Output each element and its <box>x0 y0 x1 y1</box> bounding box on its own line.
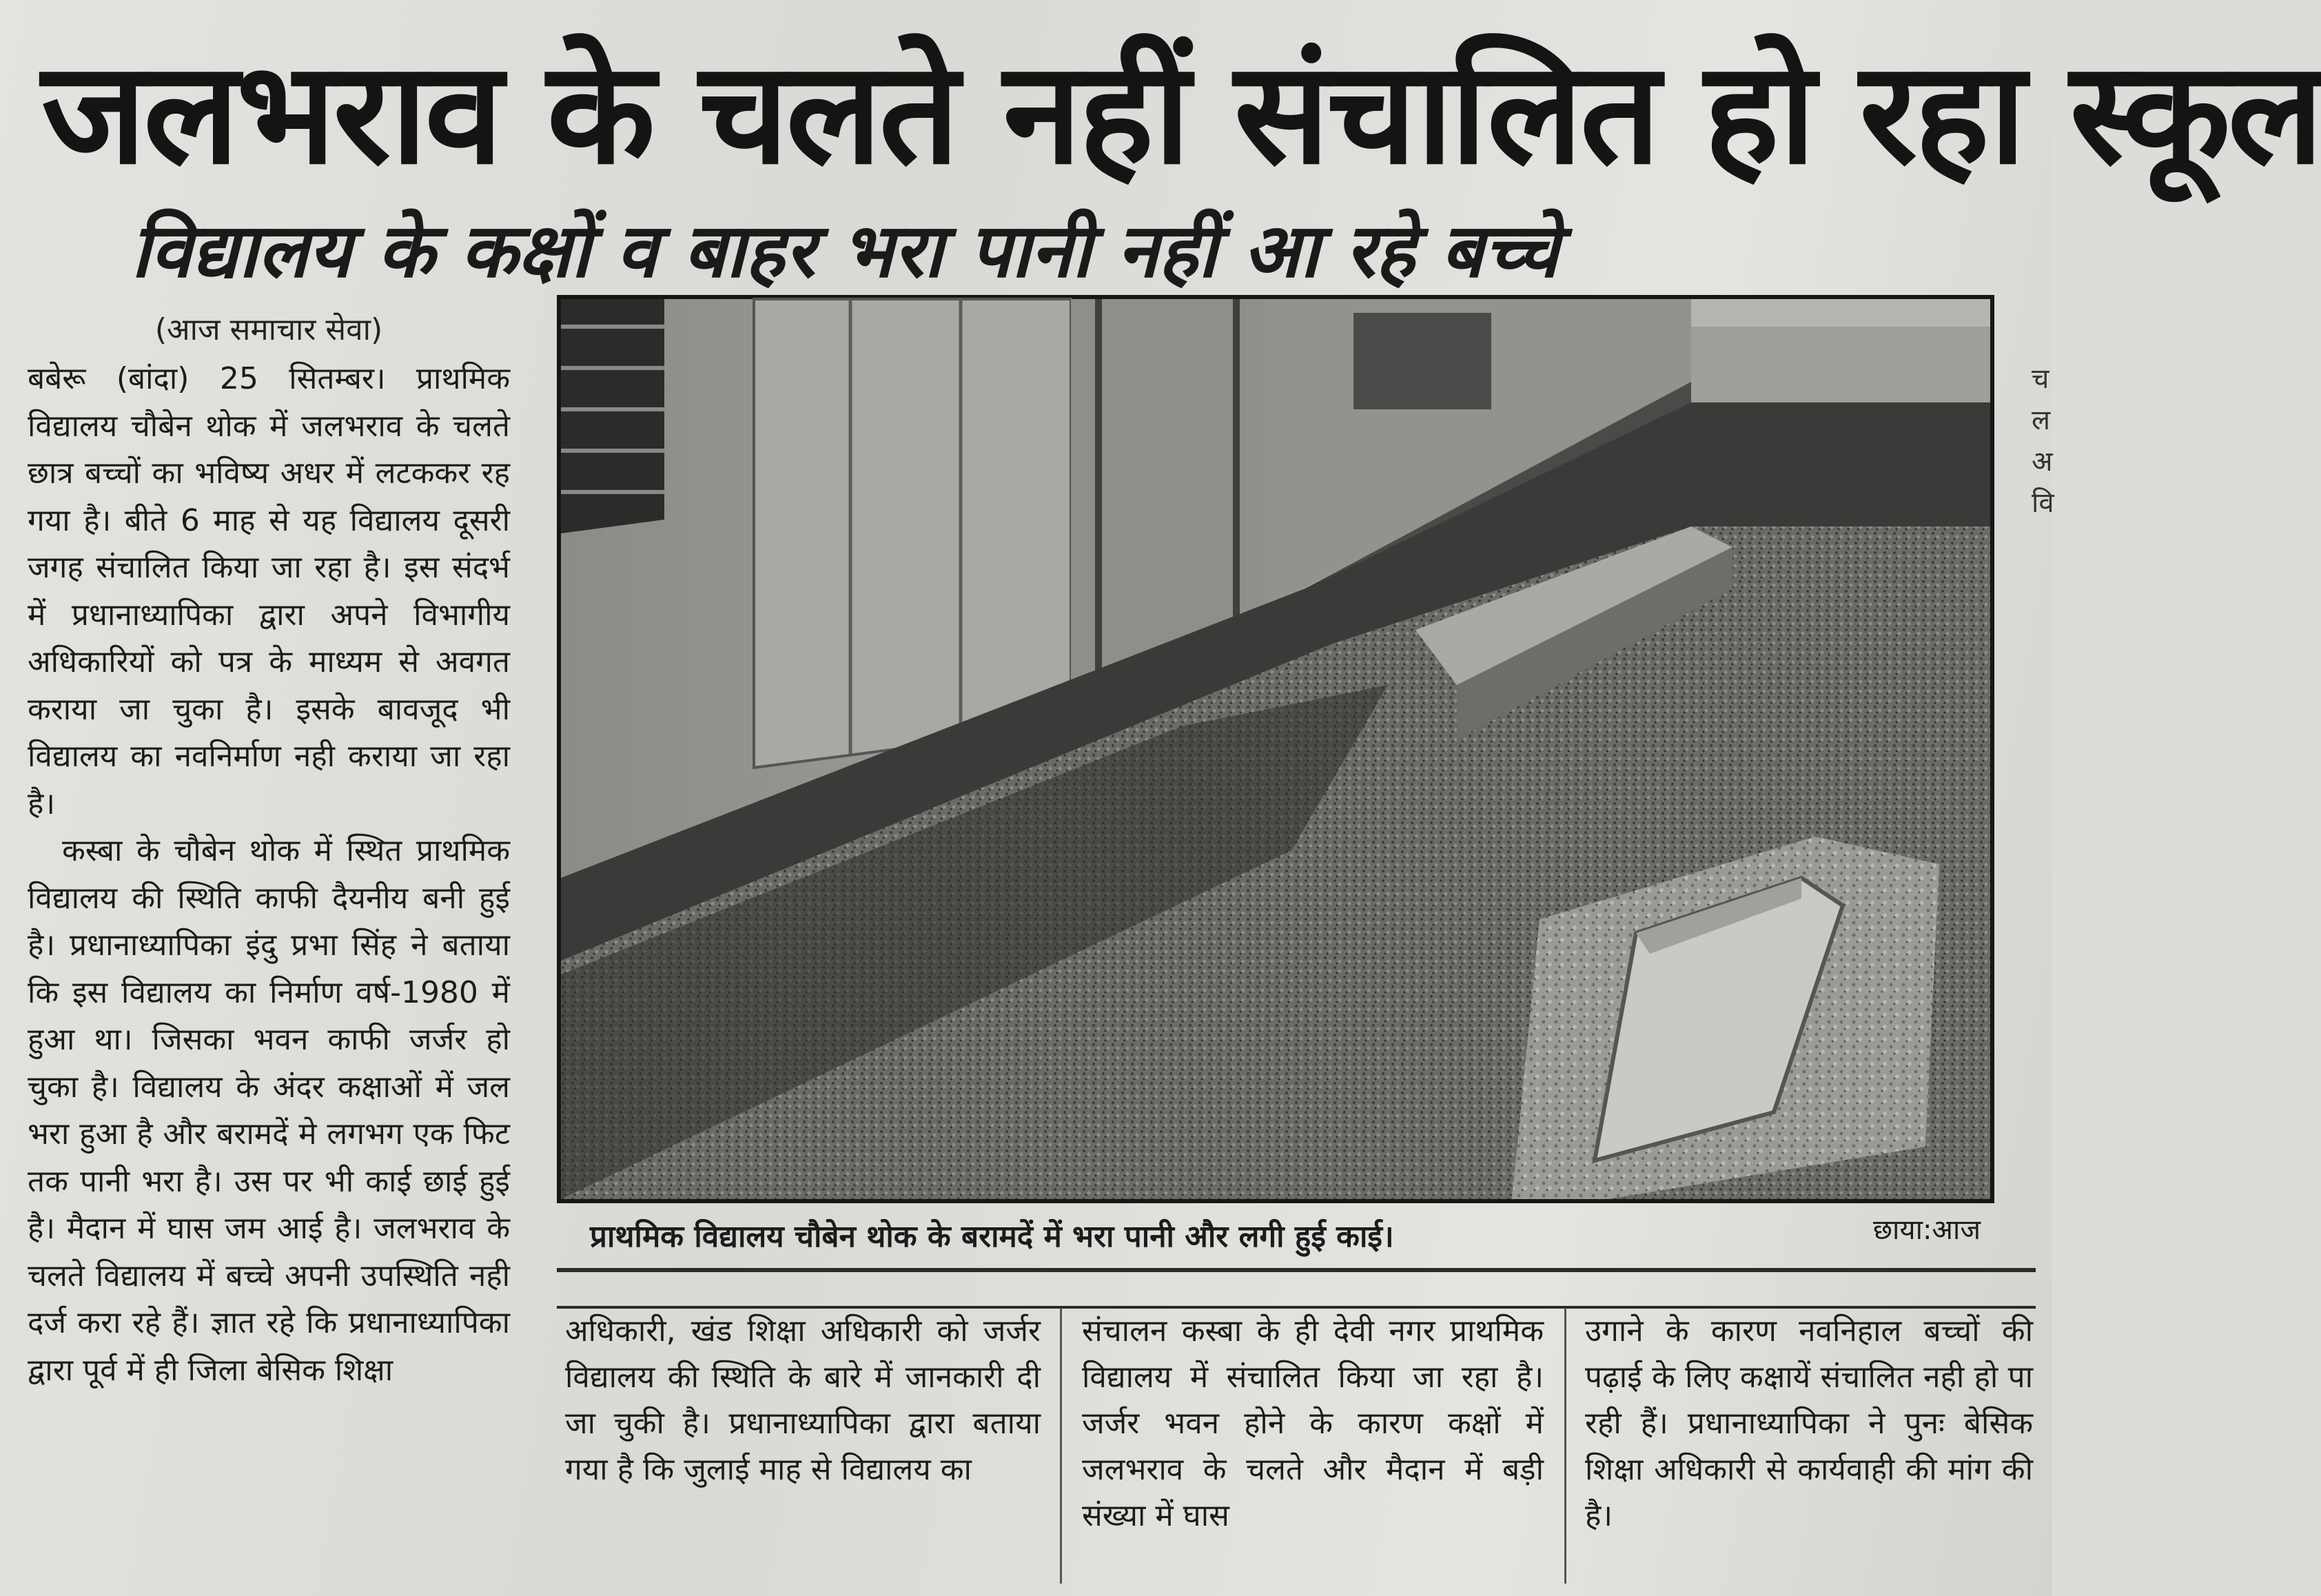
headline: जलभराव के चलते नहीं संचालित हो रहा स्कूल <box>41 32 2321 196</box>
column-divider <box>1060 1308 1062 1584</box>
photo-caption-bar <box>557 1207 1994 1267</box>
article-column-2 <box>565 1308 1041 1584</box>
news-service-dateline: (आज समाचार सेवा) <box>154 312 383 347</box>
photo-caption: प्राथमिक विद्यालय चौबेन थोक के बरामदें में भरा पानी और लगी हुई काई। <box>590 1219 1394 1254</box>
article-column-1 <box>28 356 510 1582</box>
article-lead-paragraph: बबेरू (बांदा) 25 सितम्बर। प्राथमिक विद्यालय चौबेन थोक में जलभराव के चलते छात्र बच्चों का भविष्य अधर में लटककर रह गया है। बीते 6 माह से यह विद्यालय दूसरी जगह संचालित किया जा रहा है। इस संदर्भ में प्रधानाध्यापिका द्वारा अपने विभागीय अधिकारियों को पत्र के माध्यम से अवगत कराया जा चुका है। इसके बावजूद भी विद्यालय का नवनिर्माण नही कराया जा रहा है। <box>28 361 510 821</box>
news-photo-flooded-verandah <box>557 295 1994 1203</box>
photo-credit: छाया:आज <box>1873 1214 1981 1246</box>
article-paragraph-2: कस्बा के चौबेन थोक में स्थित प्राथमिक विद्यालय की स्थिति काफी दैयनीय बनी हुई है। प्रधानाध्यापिका इंदु प्रभा सिंह ने बताया कि इस विद्यालय का निर्माण वर्ष-1980 में हुआ था। जिसका भवन काफी जर्जर हो चुका है। विद्यालय के अंदर कक्षाओं में जल भरा हुआ है और बरामदें मे लगभग एक फिट तक पानी भरा है। उस पर भी काई छाई हुई है। मैदान में घास जम आई है। जलभराव के चलते विद्यालय में बच्चे अपनी उपस्थिति नही दर्ज करा रहे हैं। ज्ञात रहे कि प्रधानाध्यापिका द्वारा पूर्व में ही जिला बेसिक शिक्षा <box>28 833 510 1388</box>
adjacent-article-fragment: च ल अ वि <box>2032 363 2054 519</box>
article-paragraph: अधिकारी, खंड शिक्षा अधिकारी को जर्जर विद्यालय की स्थिति के बारे में जानकारी दी जा चुकी है। प्रधानाध्यापिका द्वारा बताया गया है कि जुलाई माह से विद्यालय का <box>565 1313 1041 1487</box>
article-paragraph: संचालन कस्बा के ही देवी नगर प्राथमिक विद्यालय में संचालित किया जा रहा है। जर्जर भवन होने के कारण कक्षों में जलभराव के चलते और मैदान में बड़ी संख्या में घास <box>1082 1313 1544 1533</box>
article-column-3 <box>1082 1308 1544 1584</box>
article-column-4 <box>1585 1308 2033 1584</box>
section-rule-top <box>557 1268 2036 1272</box>
photo-illustration <box>561 299 1990 1199</box>
article-paragraph: उगाने के कारण नवनिहाल बच्चों की पढ़ाई के लिए कक्षायें संचालित नही हो पा रही हैं। प्रधानाध्यापिका ने पुनः बेसिक शिक्षा अधिकारी से कार्यवाही की मांग की है। <box>1585 1313 2033 1533</box>
column-divider <box>1564 1308 1566 1584</box>
subheadline: विद्यालय के कक्षों व बाहर भरा पानी नहीं आ रहे बच्चे <box>131 208 1559 294</box>
